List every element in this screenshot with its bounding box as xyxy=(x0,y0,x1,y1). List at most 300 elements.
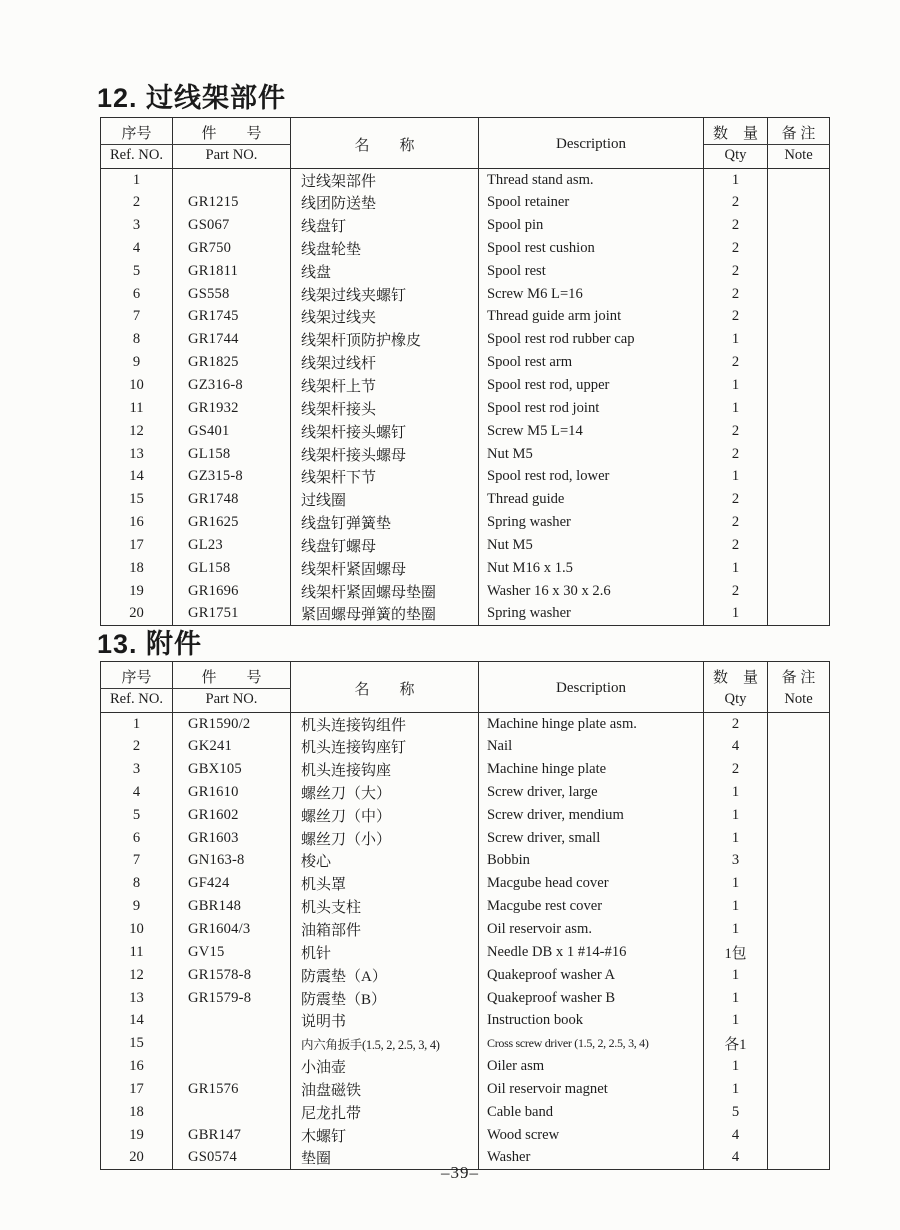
page-number: –39– xyxy=(441,1163,479,1182)
cell-ref-no: 3 xyxy=(101,758,173,781)
cell-qty: 2 xyxy=(704,580,768,603)
cell-note xyxy=(768,237,830,260)
table-row xyxy=(101,511,830,534)
header-qty: 数 量 xyxy=(704,662,768,689)
table-row xyxy=(101,328,830,351)
cell-part-no: GR1590/2 xyxy=(173,713,291,736)
cell-ref-no: 15 xyxy=(101,488,173,511)
cell-part-no: GR1745 xyxy=(173,306,291,329)
table-row xyxy=(101,804,830,827)
table-row xyxy=(101,603,830,626)
cell-qty: 1 xyxy=(704,557,768,580)
cell-description: Instruction book xyxy=(479,1009,704,1032)
table-row xyxy=(101,1101,830,1124)
cell-note xyxy=(768,872,830,895)
cell-description: Oil reservoir magnet xyxy=(479,1078,704,1101)
cell-name: 线架杆紧固螺母 xyxy=(291,557,479,580)
cell-part-no: GZ315-8 xyxy=(173,465,291,488)
cell-note xyxy=(768,713,830,736)
header-name: 名 称 xyxy=(291,118,479,169)
table-row xyxy=(101,827,830,850)
cell-note xyxy=(768,443,830,466)
cell-name: 螺丝刀（中） xyxy=(291,804,479,827)
cell-note xyxy=(768,1078,830,1101)
cell-note xyxy=(768,214,830,237)
cell-qty: 1 xyxy=(704,328,768,351)
cell-ref-no: 17 xyxy=(101,1078,173,1101)
cell-ref-no: 7 xyxy=(101,850,173,873)
cell-qty: 2 xyxy=(704,534,768,557)
table-row xyxy=(101,351,830,374)
cell-description: Bobbin xyxy=(479,850,704,873)
cell-part-no: GR1932 xyxy=(173,397,291,420)
cell-note xyxy=(768,941,830,964)
cell-qty: 1 xyxy=(704,1009,768,1032)
cell-name: 防震垫（A） xyxy=(291,964,479,987)
cell-part-no xyxy=(173,169,291,192)
cell-note xyxy=(768,557,830,580)
cell-note xyxy=(768,328,830,351)
cell-name: 内六角扳手(1.5, 2, 2.5, 3, 4) xyxy=(291,1032,479,1055)
cell-qty: 2 xyxy=(704,511,768,534)
cell-qty: 2 xyxy=(704,488,768,511)
parts-table-thread-stand xyxy=(100,117,830,626)
cell-description: Machine hinge plate xyxy=(479,758,704,781)
cell-part-no: GS067 xyxy=(173,214,291,237)
cell-part-no: GS401 xyxy=(173,420,291,443)
cell-part-no: GR1579-8 xyxy=(173,987,291,1010)
cell-qty: 2 xyxy=(704,306,768,329)
cell-name: 机头罩 xyxy=(291,872,479,895)
table-row xyxy=(101,735,830,758)
cell-part-no: GR1748 xyxy=(173,488,291,511)
cell-part-no: GR1604/3 xyxy=(173,918,291,941)
cell-description: Spool pin xyxy=(479,214,704,237)
cell-part-no: GV15 xyxy=(173,941,291,964)
cell-name: 过线架部件 xyxy=(291,169,479,192)
header-qty: 数 量 xyxy=(704,118,768,145)
cell-name: 过线圈 xyxy=(291,488,479,511)
cell-name: 机针 xyxy=(291,941,479,964)
cell-qty: 1 xyxy=(704,987,768,1010)
table-row xyxy=(101,1032,830,1055)
cell-note xyxy=(768,850,830,873)
cell-qty: 2 xyxy=(704,191,768,214)
table-row xyxy=(101,964,830,987)
cell-ref-no: 11 xyxy=(101,397,173,420)
cell-note xyxy=(768,827,830,850)
cell-part-no: GBR148 xyxy=(173,895,291,918)
table-row xyxy=(101,260,830,283)
cell-ref-no: 19 xyxy=(101,580,173,603)
cell-name: 线架杆下节 xyxy=(291,465,479,488)
cell-ref-no: 4 xyxy=(101,237,173,260)
cell-description: Spring washer xyxy=(479,511,704,534)
header-note: 备 注 xyxy=(768,662,830,689)
cell-name: 防震垫（B） xyxy=(291,987,479,1010)
cell-note xyxy=(768,534,830,557)
cell-description: Oiler asm xyxy=(479,1055,704,1078)
cell-part-no: GS0574 xyxy=(173,1147,291,1170)
cell-part-no xyxy=(173,1009,291,1032)
cell-description: Quakeproof washer A xyxy=(479,964,704,987)
cell-description: Thread guide xyxy=(479,488,704,511)
cell-name: 线架过线杆 xyxy=(291,351,479,374)
table-row xyxy=(101,872,830,895)
cell-name: 尼龙扎带 xyxy=(291,1101,479,1124)
table-row xyxy=(101,214,830,237)
table-row xyxy=(101,169,830,192)
cell-ref-no: 4 xyxy=(101,781,173,804)
header-ref-no-en: Ref. NO. xyxy=(101,689,173,713)
cell-ref-no: 2 xyxy=(101,191,173,214)
table-row xyxy=(101,1055,830,1078)
table-row xyxy=(101,941,830,964)
cell-description: Needle DB x 1 #14-#16 xyxy=(479,941,704,964)
cell-part-no: GR1751 xyxy=(173,603,291,626)
cell-part-no: GBR147 xyxy=(173,1124,291,1147)
cell-note xyxy=(768,781,830,804)
cell-part-no: GK241 xyxy=(173,735,291,758)
cell-name: 机头连接钩座 xyxy=(291,758,479,781)
cell-note xyxy=(768,511,830,534)
cell-ref-no: 13 xyxy=(101,443,173,466)
cell-note xyxy=(768,804,830,827)
cell-description: Thread stand asm. xyxy=(479,169,704,192)
table-row xyxy=(101,758,830,781)
cell-description: Cross screw driver (1.5, 2, 2.5, 3, 4) xyxy=(479,1032,704,1055)
cell-note xyxy=(768,603,830,626)
table-body xyxy=(101,713,830,1170)
cell-description: Spool rest cushion xyxy=(479,237,704,260)
cell-note xyxy=(768,1032,830,1055)
cell-name: 线盘钉弹簧垫 xyxy=(291,511,479,534)
cell-name: 线架杆紧固螺母垫圈 xyxy=(291,580,479,603)
table-row xyxy=(101,580,830,603)
cell-note xyxy=(768,918,830,941)
cell-ref-no: 5 xyxy=(101,804,173,827)
cell-qty: 1 xyxy=(704,603,768,626)
cell-description: Macgube rest cover xyxy=(479,895,704,918)
cell-description: Thread guide arm joint xyxy=(479,306,704,329)
header-qty-en: Qty xyxy=(704,145,768,169)
cell-name: 油箱部件 xyxy=(291,918,479,941)
table-header xyxy=(101,662,830,713)
cell-qty: 2 xyxy=(704,283,768,306)
cell-name: 木螺钉 xyxy=(291,1124,479,1147)
cell-ref-no: 1 xyxy=(101,713,173,736)
cell-note xyxy=(768,169,830,192)
cell-ref-no: 11 xyxy=(101,941,173,964)
cell-qty: 4 xyxy=(704,1147,768,1170)
header-ref-no: 序号 xyxy=(101,662,173,689)
cell-description: Spool rest rod, upper xyxy=(479,374,704,397)
cell-part-no xyxy=(173,1055,291,1078)
cell-qty: 1 xyxy=(704,872,768,895)
cell-note xyxy=(768,351,830,374)
table-row xyxy=(101,374,830,397)
cell-name: 线架杆顶防护橡皮 xyxy=(291,328,479,351)
cell-part-no: GL158 xyxy=(173,557,291,580)
header-ref-no-en: Ref. NO. xyxy=(101,145,173,169)
table-row xyxy=(101,895,830,918)
cell-description: Washer xyxy=(479,1147,704,1170)
cell-name: 梭心 xyxy=(291,850,479,873)
table-row xyxy=(101,987,830,1010)
cell-ref-no: 10 xyxy=(101,918,173,941)
cell-part-no: GR1576 xyxy=(173,1078,291,1101)
cell-ref-no: 16 xyxy=(101,1055,173,1078)
header-part-no: 件 号 xyxy=(173,118,291,145)
cell-note xyxy=(768,1101,830,1124)
cell-description: Nail xyxy=(479,735,704,758)
cell-name: 线盘钉 xyxy=(291,214,479,237)
cell-description: Nut M5 xyxy=(479,534,704,557)
header-part-no-en: Part NO. xyxy=(173,689,291,713)
cell-qty: 2 xyxy=(704,758,768,781)
cell-name: 线架过线夹 xyxy=(291,306,479,329)
cell-ref-no: 9 xyxy=(101,895,173,918)
cell-part-no: GF424 xyxy=(173,872,291,895)
cell-part-no: GR1603 xyxy=(173,827,291,850)
cell-qty: 1 xyxy=(704,169,768,192)
table-row xyxy=(101,850,830,873)
cell-description: Washer 16 x 30 x 2.6 xyxy=(479,580,704,603)
cell-ref-no: 6 xyxy=(101,827,173,850)
cell-ref-no: 6 xyxy=(101,283,173,306)
cell-ref-no: 2 xyxy=(101,735,173,758)
cell-qty: 1 xyxy=(704,1055,768,1078)
cell-qty: 2 xyxy=(704,351,768,374)
cell-name: 螺丝刀（小） xyxy=(291,827,479,850)
cell-part-no: GR1602 xyxy=(173,804,291,827)
table-row xyxy=(101,283,830,306)
cell-ref-no: 1 xyxy=(101,169,173,192)
cell-name: 线架杆接头 xyxy=(291,397,479,420)
cell-note xyxy=(768,580,830,603)
cell-note xyxy=(768,191,830,214)
cell-description: Nut M16 x 1.5 xyxy=(479,557,704,580)
table-row xyxy=(101,918,830,941)
cell-note xyxy=(768,374,830,397)
cell-description: Nut M5 xyxy=(479,443,704,466)
cell-ref-no: 17 xyxy=(101,534,173,557)
cell-part-no xyxy=(173,1101,291,1124)
cell-part-no: GR1610 xyxy=(173,781,291,804)
cell-description: Spool rest arm xyxy=(479,351,704,374)
cell-ref-no: 12 xyxy=(101,420,173,443)
cell-name: 线团防送垫 xyxy=(291,191,479,214)
cell-description: Screw M5 L=14 xyxy=(479,420,704,443)
cell-description: Wood screw xyxy=(479,1124,704,1147)
cell-qty: 1 xyxy=(704,895,768,918)
cell-description: Screw driver, mendium xyxy=(479,804,704,827)
table-row xyxy=(101,557,830,580)
header-name: 名 称 xyxy=(291,662,479,713)
cell-note xyxy=(768,397,830,420)
cell-note xyxy=(768,260,830,283)
cell-qty: 4 xyxy=(704,1124,768,1147)
cell-note xyxy=(768,758,830,781)
cell-name: 小油壶 xyxy=(291,1055,479,1078)
cell-ref-no: 9 xyxy=(101,351,173,374)
cell-name: 紧固螺母弹簧的垫圈 xyxy=(291,603,479,626)
cell-qty: 4 xyxy=(704,735,768,758)
cell-part-no: GR1625 xyxy=(173,511,291,534)
table-row xyxy=(101,713,830,736)
cell-description: Spool rest xyxy=(479,260,704,283)
cell-note xyxy=(768,964,830,987)
cell-ref-no: 15 xyxy=(101,1032,173,1055)
cell-ref-no: 13 xyxy=(101,987,173,1010)
cell-qty: 1 xyxy=(704,374,768,397)
cell-note xyxy=(768,465,830,488)
cell-qty: 2 xyxy=(704,260,768,283)
parts-table-accessories xyxy=(100,661,830,1170)
cell-ref-no: 20 xyxy=(101,1147,173,1170)
cell-description: Quakeproof washer B xyxy=(479,987,704,1010)
header-note-en: Note xyxy=(768,145,830,169)
cell-note xyxy=(768,735,830,758)
cell-note xyxy=(768,420,830,443)
cell-qty: 2 xyxy=(704,713,768,736)
cell-description: Screw driver, large xyxy=(479,781,704,804)
cell-name: 线架过线夹螺钉 xyxy=(291,283,479,306)
cell-description: Oil reservoir asm. xyxy=(479,918,704,941)
cell-description: Screw driver, small xyxy=(479,827,704,850)
cell-part-no: GR1825 xyxy=(173,351,291,374)
cell-name: 螺丝刀（大） xyxy=(291,781,479,804)
section-title-thread-stand: 12. 过线架部件 xyxy=(97,83,287,113)
cell-ref-no: 14 xyxy=(101,465,173,488)
cell-qty: 1 xyxy=(704,804,768,827)
header-note: 备 注 xyxy=(768,118,830,145)
cell-note xyxy=(768,306,830,329)
header-description: Description xyxy=(479,662,704,713)
cell-qty: 1 xyxy=(704,397,768,420)
header-part-no-en: Part NO. xyxy=(173,145,291,169)
cell-ref-no: 19 xyxy=(101,1124,173,1147)
cell-part-no: GR1578-8 xyxy=(173,964,291,987)
cell-ref-no: 20 xyxy=(101,603,173,626)
cell-qty: 1 xyxy=(704,827,768,850)
cell-part-no: GR1696 xyxy=(173,580,291,603)
cell-ref-no: 8 xyxy=(101,872,173,895)
table-row xyxy=(101,534,830,557)
table-row xyxy=(101,420,830,443)
cell-qty: 各1 xyxy=(704,1032,768,1055)
cell-part-no: GN163-8 xyxy=(173,850,291,873)
cell-name: 线盘轮垫 xyxy=(291,237,479,260)
cell-name: 说明书 xyxy=(291,1009,479,1032)
cell-note xyxy=(768,987,830,1010)
table-row xyxy=(101,397,830,420)
cell-name: 垫圈 xyxy=(291,1147,479,1170)
cell-note xyxy=(768,1055,830,1078)
cell-ref-no: 14 xyxy=(101,1009,173,1032)
table-row xyxy=(101,191,830,214)
cell-name: 线架杆接头螺母 xyxy=(291,443,479,466)
cell-part-no: GZ316-8 xyxy=(173,374,291,397)
cell-qty: 1 xyxy=(704,1078,768,1101)
cell-part-no: GR750 xyxy=(173,237,291,260)
cell-qty: 1 xyxy=(704,781,768,804)
cell-ref-no: 16 xyxy=(101,511,173,534)
cell-name: 油盘磁铁 xyxy=(291,1078,479,1101)
cell-note xyxy=(768,1124,830,1147)
cell-name: 线架杆上节 xyxy=(291,374,479,397)
header-qty-en: Qty xyxy=(704,689,768,713)
cell-ref-no: 3 xyxy=(101,214,173,237)
cell-qty: 1 xyxy=(704,964,768,987)
cell-part-no xyxy=(173,1032,291,1055)
table-body xyxy=(101,169,830,626)
cell-name: 机头支柱 xyxy=(291,895,479,918)
cell-part-no: GL23 xyxy=(173,534,291,557)
cell-qty: 1包 xyxy=(704,941,768,964)
header-description: Description xyxy=(479,118,704,169)
cell-name: 机头连接钩座钉 xyxy=(291,735,479,758)
cell-qty: 2 xyxy=(704,420,768,443)
cell-name: 线架杆接头螺钉 xyxy=(291,420,479,443)
cell-ref-no: 18 xyxy=(101,1101,173,1124)
cell-part-no: GR1215 xyxy=(173,191,291,214)
cell-qty: 1 xyxy=(704,918,768,941)
table-row xyxy=(101,1078,830,1101)
cell-part-no: GR1811 xyxy=(173,260,291,283)
cell-description: Spring washer xyxy=(479,603,704,626)
cell-part-no: GR1744 xyxy=(173,328,291,351)
cell-name: 机头连接钩组件 xyxy=(291,713,479,736)
table-row xyxy=(101,465,830,488)
cell-qty: 2 xyxy=(704,443,768,466)
cell-description: Machine hinge plate asm. xyxy=(479,713,704,736)
cell-description: Spool rest rod, lower xyxy=(479,465,704,488)
cell-name: 线盘 xyxy=(291,260,479,283)
header-part-no: 件 号 xyxy=(173,662,291,689)
cell-description: Spool rest rod rubber cap xyxy=(479,328,704,351)
cell-note xyxy=(768,895,830,918)
cell-qty: 3 xyxy=(704,850,768,873)
table-row xyxy=(101,1124,830,1147)
cell-name: 线盘钉螺母 xyxy=(291,534,479,557)
cell-qty: 5 xyxy=(704,1101,768,1124)
cell-description: Macgube head cover xyxy=(479,872,704,895)
cell-ref-no: 10 xyxy=(101,374,173,397)
cell-ref-no: 12 xyxy=(101,964,173,987)
header-note-en: Note xyxy=(768,689,830,713)
cell-qty: 1 xyxy=(704,465,768,488)
table-row xyxy=(101,1009,830,1032)
table-row xyxy=(101,781,830,804)
cell-part-no: GS558 xyxy=(173,283,291,306)
cell-qty: 2 xyxy=(704,237,768,260)
cell-note xyxy=(768,283,830,306)
table-row xyxy=(101,443,830,466)
cell-ref-no: 7 xyxy=(101,306,173,329)
cell-part-no: GBX105 xyxy=(173,758,291,781)
table-header xyxy=(101,118,830,169)
cell-description: Screw M6 L=16 xyxy=(479,283,704,306)
cell-note xyxy=(768,488,830,511)
table-row xyxy=(101,237,830,260)
cell-qty: 2 xyxy=(704,214,768,237)
header-ref-no: 序号 xyxy=(101,118,173,145)
cell-part-no: GL158 xyxy=(173,443,291,466)
cell-description: Cable band xyxy=(479,1101,704,1124)
cell-note xyxy=(768,1009,830,1032)
section-title-accessories: 13. 附件 xyxy=(97,629,203,659)
